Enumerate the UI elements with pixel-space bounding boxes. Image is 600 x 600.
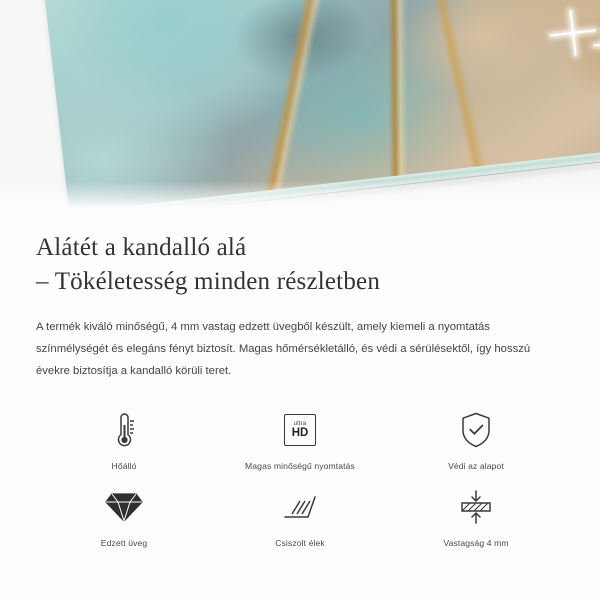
feature-item-print-quality	[212, 408, 388, 471]
headline-line-2: – Tökéletesség minden részletben	[36, 267, 381, 295]
feature-grid	[36, 408, 564, 548]
feature-label: Vastagság 4 mm	[443, 538, 509, 549]
feature-item-tempered-glass	[36, 485, 212, 548]
feature-item-heat-resistant	[36, 408, 212, 471]
feature-label: Magas minőségű nyomtatás	[245, 461, 355, 472]
shield-check-icon	[458, 408, 494, 452]
diamond-icon	[105, 485, 143, 529]
feature-label: Hőálló	[111, 461, 137, 472]
feature-item-polished-edges	[212, 485, 388, 548]
content-block	[0, 215, 600, 548]
thickness-arrows-icon	[456, 485, 496, 529]
feature-item-surface-protection	[388, 408, 564, 471]
description-paragraph: A termék kiváló minőségű, 4 mm vastag edzett üvegből készült, amely kiemeli a nyomtatás színmélységét és elegáns fényt biztosít. Magas hőmérsékletálló, és védi a sérülésektől, így hosszú évekre biztosítja a kandalló körüli teret.	[36, 321, 531, 378]
headline-line-1: Alátét a kandalló alá	[36, 234, 247, 261]
feature-label: Csiszolt élek	[275, 538, 325, 549]
page-title	[36, 231, 564, 298]
hero-product-image	[0, 0, 600, 215]
thermometer-icon	[107, 408, 141, 452]
polished-edges-icon	[282, 485, 318, 529]
badge-ultra-text: ultra	[293, 420, 307, 427]
feature-label: Védi az alapot	[448, 461, 504, 472]
feature-item-thickness	[388, 485, 564, 548]
badge-hd-text: HD	[291, 426, 309, 439]
hero-bottom-fade	[0, 181, 600, 215]
ultra-hd-badge-icon	[284, 408, 316, 452]
feature-label: Edzett üveg	[100, 538, 148, 549]
